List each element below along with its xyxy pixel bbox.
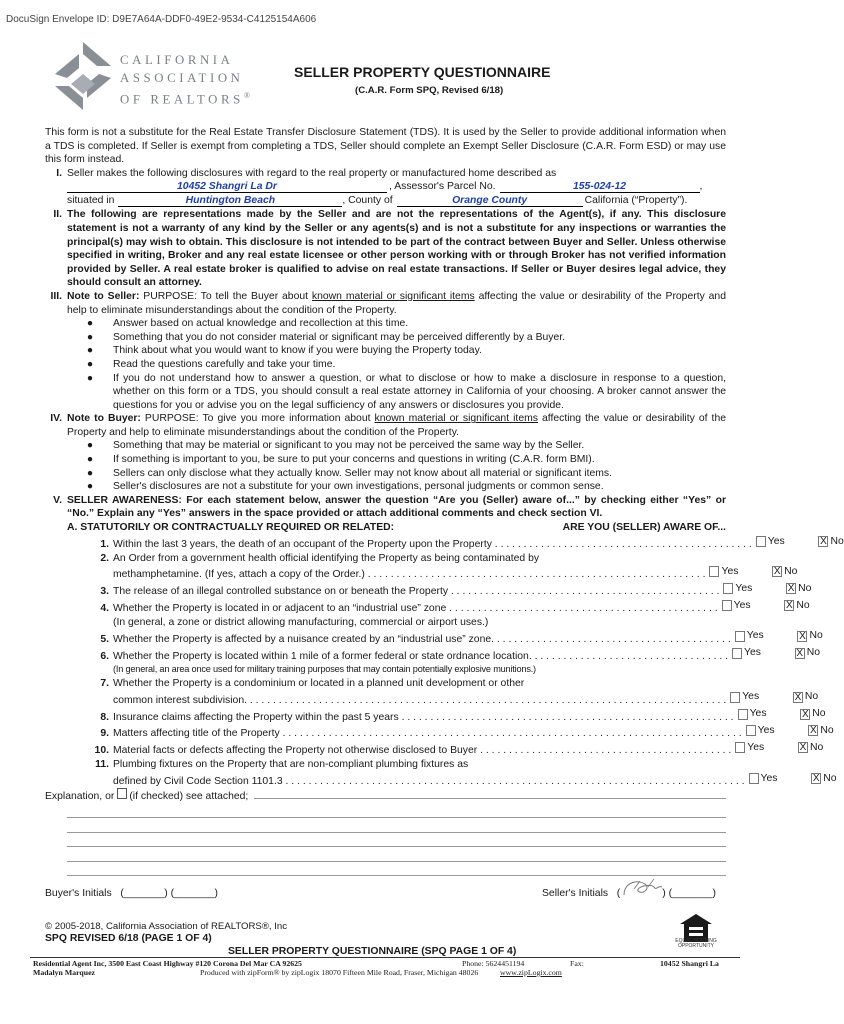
question-6-note: (In general, an area once used for military training purposes that may contain potentially explosive munitions.) [113, 664, 536, 675]
buyers-initials: Buyer's Initials (_______) (_______) [45, 888, 218, 899]
buyers-initials-field[interactable]: (_______) (_______) [120, 888, 218, 899]
no-checkbox[interactable]: X [812, 772, 820, 784]
agent-info: Residential Agent Inc, 3500 East Coast Highway #120 Corona Del Mar CA 92625 [33, 959, 302, 968]
section-3: III. Note to Seller: PURPOSE: To tell the Buyer about known material or significant items affecting the value or desirability of the Property and help to eliminate misunderstandings about the condition of the Property. [50, 290, 726, 316]
question-10: 10. Material facts or defects affecting the Property not otherwise disclosed to Buyer . . . . . . . . . . . . . . . . . . . . . . . . . . . . . . . . . . . . . . . . . . . . Yes X No [94, 742, 824, 757]
form-body [45, 126, 844, 876]
no-checkbox[interactable]: X [787, 583, 795, 595]
question-9: 9. Matters affecting title of the Property . . . . . . . . . . . . . . . . . . . . . . . . . . . . . . . . . . . . . . . . . . . . . . . . . . . . . . . . . . . . . . . . . . . . . . . . . . . . . . . . Yes X No [100, 725, 834, 740]
section-1: I. Seller makes the following disclosures with regard to the real property or manufactured home described as [56, 167, 557, 179]
no-checkbox[interactable]: X [794, 691, 802, 703]
footer-title: SELLER PROPERTY QUESTIONNAIRE (SPQ PAGE 1 OF 4) [228, 946, 517, 957]
list-item: ● Read the questions carefully and take your time. [86, 358, 336, 370]
yes-checkbox[interactable] [730, 692, 740, 703]
copyright: © 2005-2018, California Association of REALTORS®, Inc [45, 921, 288, 932]
no-checkbox[interactable]: X [820, 535, 827, 547]
no-checkbox[interactable]: X [799, 742, 807, 754]
intro-text: This form is not a substitute for the Real Estate Transfer Disclosure Statement (TDS). It is used by the Seller to provide additional information when a TDS is completed. If Seller is exempt from completing a TDS, Seller should complete an Exempt Seller Disclosure (C.A.R. Form ESD) or may use this form instead. [45, 127, 726, 166]
form-title: SELLER PROPERTY QUESTIONNAIRE [294, 64, 551, 80]
explanation-field[interactable] [254, 798, 726, 799]
agent-name: Madalyn Marquez [33, 968, 96, 977]
section-4: IV. Note to Buyer: PURPOSE: To give you more information about known material or significant items affecting the value or desirability of the Property and help to eliminate misunderstandings about the condition of the Property. [50, 413, 727, 438]
question-4: 4. Whether the Property is located in or adjacent to an “industrial use” zone . . . . . . . . . . . . . . . . . . . . . . . . . . . . . . . . . . . . . . . . . . . . . . . Yes X No [100, 599, 810, 615]
envelope-id: DocuSign Envelope ID: D9E7A64A-DDF0-49E2-9534-C4125154A606 [6, 14, 317, 25]
initials-signature-icon[interactable] [620, 875, 668, 899]
revision-label: SPQ REVISED 6/18 (PAGE 1 OF 4) [45, 933, 212, 944]
file-name: 10452 Shangri La [660, 959, 719, 968]
apn-field[interactable]: 155-024-12 [500, 180, 700, 193]
question-1: 1. Within the last 3 years, the death of an occupant of the Property upon the Property . . . . . . . . . . . . . . . . . . . . . . . . . . . . . . . . . . . . . . . . . . . . . Yes X No [100, 535, 844, 550]
list-item: ● Something that you do not consider material or significant may be perceived differently by a Buyer. [86, 331, 566, 343]
explanation-lines[interactable] [45, 804, 726, 877]
yes-checkbox[interactable] [735, 742, 745, 753]
list-item: ● Answer based on actual knowledge and recollection at this time. [86, 318, 409, 330]
yes-checkbox[interactable] [746, 725, 756, 736]
question-8: 8. Insurance claims affecting the Property within the past 5 years . . . . . . . . . . . . . . . . . . . . . . . . . . . . . . . . . . . . . . . . . . . . . . . . . . . . . . . . . . Yes X No [100, 708, 826, 723]
no-checkbox[interactable]: X [785, 600, 793, 612]
section-2: II. The following are representations made by the Seller and are not the representations of the Agent(s), if any. This disclosure statement is not a warranty of any kind by the Seller or any agents(s) and is not a substitute for any inspections or warranties the principal(s) may wish to obtain. This disclosure is not intended to be part of the contract between Buyer and Seller. Unless otherwise specified in writing, Broker and any real estate licensee or other person working with or through Broker has not verified information provided by Seller. A real estate broker is qualified to advise on real estate transactions. If Seller or Buyer desires legal advice, they should consult an attorney. [53, 209, 726, 289]
list-item: ● If you do not understand how to answer a question, or what to disclose or how to make a disclosure in response to a question, whether on this form or a TDS, you should consult a real estate attorney in California of your choosing. A broker cannot answer the questions for you or advise you on the legal sufficiency of any answers or disclosures you provide. [86, 372, 726, 411]
question-4-note: (In general, a zone or district allowing manufacturing, commercial or airport uses.) [113, 616, 489, 628]
list-item: ● Seller's disclosures are not a substitute for your own investigations, personal judgments or common sense. [86, 481, 604, 493]
question-2: 2. An Order from a government health official identifying the Property as being contaminated by [100, 552, 540, 564]
explanation-row: Explanation, or (if checked) see attached; [45, 788, 726, 804]
yes-checkbox[interactable] [723, 583, 733, 594]
question-7: 7. Whether the Property is a condominium or located in a planned unit development or other [100, 677, 525, 689]
address-field[interactable]: 10452 Shangri La Dr [67, 180, 387, 193]
car-logo-icon [53, 40, 113, 112]
property-line: 10452 Shangri La Dr , Assessor's Parcel No. 155-024-12 , [45, 180, 726, 194]
no-checkbox[interactable]: X [799, 630, 806, 642]
yes-checkbox[interactable] [749, 773, 759, 784]
county-field[interactable]: Orange County [397, 194, 583, 207]
list-item: ● Something that may be material or significant to you may not be perceived the same way by the Seller. [86, 440, 585, 452]
subsection-a-header: A. STATUTORILY OR CONTRACTUALLY REQUIRED OR RELATED: ARE YOU (SELLER) AWARE OF... [67, 522, 726, 534]
agent-phone: Phone: 5624451194 [462, 959, 525, 968]
question-3: 3. The release of an illegal controlled substance on or beneath the Property . . . . . . . . . . . . . . . . . . . . . . . . . . . . . . . . . . . . . . . . . . . . . . . Yes X No [100, 583, 812, 598]
yes-checkbox[interactable] [722, 600, 732, 611]
yes-checkbox[interactable] [756, 536, 766, 547]
attached-checkbox[interactable] [117, 788, 127, 799]
no-checkbox[interactable]: X [809, 725, 817, 737]
yes-checkbox[interactable] [735, 631, 745, 642]
sellers-initials: Seller's Initials ( ) (_______) [542, 888, 716, 899]
city-field[interactable]: Huntington Beach [118, 194, 342, 207]
location-line: situated in Huntington Beach , County of Orange County California (“Property”). [67, 195, 688, 207]
yes-checkbox[interactable] [732, 648, 742, 659]
yes-checkbox[interactable] [709, 566, 719, 577]
yes-checkbox[interactable] [738, 709, 748, 720]
question-7-cont: common interest subdivision. . . . . . . . . . . . . . . . . . . . . . . . . . . . . . . . . . . . . . . . . . . . . . . . . . . . . . . . . . . . . . . . . . . . . . . . . . . . . . . . . . . . Yes X No [113, 691, 819, 706]
org-name: CALIFORNIA ASSOCIATION OF REALTORS® [120, 53, 250, 107]
question-2-cont: methamphetamine. (If yes, attach a copy of the Order.) . . . . . . . . . . . . . . . . . . . . . . . . . . . . . . . . . . . . . . . . . . . . . . . . . . . . . . . . . . . Yes X No [113, 566, 798, 581]
footer-divider [30, 957, 740, 958]
list-item: ● Sellers can only disclose what they actually know. Seller may not know about all material or significant items. [86, 467, 612, 479]
ziplogix-link[interactable]: www.zipLogix.com [500, 968, 562, 977]
no-checkbox[interactable]: X [801, 708, 809, 720]
list-item: ● If something is important to you, be sure to put your concerns and questions in writing (C.A.R. form BMI). [86, 454, 595, 466]
no-checkbox[interactable]: X [796, 647, 804, 659]
form-subtitle: (C.A.R. Form SPQ, Revised 6/18) [355, 85, 504, 96]
produced-by: Produced with zipForm® by zipLogix 18070 Fifteen Mile Road, Fraser, Michigan 48026 [200, 968, 479, 977]
question-11-cont: defined by Civil Code Section 1101.3 . . . . . . . . . . . . . . . . . . . . . . . . . . . . . . . . . . . . . . . . . . . . . . . . . . . . . . . . . . . . . . . . . . . . . . . . . . . . . . . . Yes X No [113, 772, 837, 787]
section-5: V. SELLER AWARENESS: For each statement below, answer the question “Are you (Seller) aware of...” by checking either “Yes” or “No.” Explain any “Yes” answers in the space provided or attach additional comments and check section VI. [53, 494, 726, 520]
question-11: 11. Plumbing fixtures on the Property that are non-compliant plumbing fixtures as [95, 758, 469, 770]
question-6: 6. Whether the Property is located within 1 mile of a former federal or state ordnance location. . . . . . . . . . . . . . . . . . . . . . . . . . . . . . . . . . . Yes X No [100, 647, 821, 662]
sellers-initials-field-2[interactable]: (_______) [668, 888, 716, 899]
no-checkbox[interactable]: X [773, 566, 781, 578]
list-item: ● Think about what you would want to know if you were buying the Property today. [86, 345, 482, 357]
question-5: 5. Whether the Property is affected by a nuisance created by an “industrial use” zone. . . . . . . . . . . . . . . . . . . . . . . . . . . . . . . . . . . . . . . . . . Yes X No [100, 630, 823, 645]
equal-housing-label: EQUAL HOUSING OPPORTUNITY [675, 938, 717, 949]
agent-fax: Fax: [570, 959, 584, 968]
